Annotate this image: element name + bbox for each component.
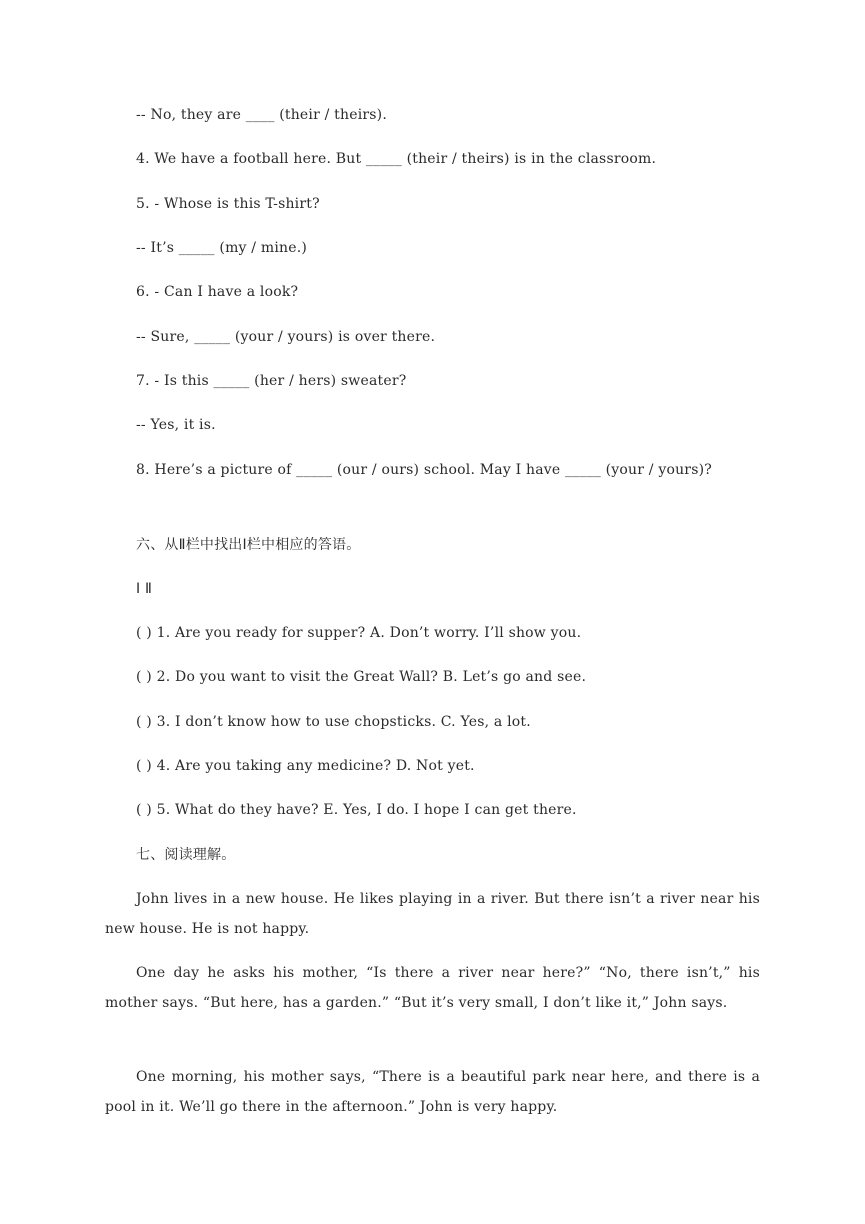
match-item: ( ) 3. I don’t know how to use chopsticks. C. Yes, a lot. <box>136 714 531 730</box>
item5-answer: -- It’s _____ (my / mine.) <box>136 240 308 256</box>
item7-answer: -- Yes, it is. <box>136 417 216 433</box>
section6-heading: 六、从Ⅱ栏中找出Ⅰ栏中相应的答语。 <box>136 537 361 553</box>
reading-paragraph: One day he asks his mother, “Is there a river near here?” “No, there isn’t,” his mother says. “But here, has a garden.” “But it’s very small, I don’t like it,” John says. <box>105 965 760 1011</box>
item8-paragraph: 8. Here’s a picture of _____ (our / ours) school. May I have _____ (your / yours)? <box>136 462 712 478</box>
reading-paragraph: One morning, his mother says, “There is a beautiful park near here, and there is a pool in it. We’ll go there in the afternoon.” John is very happy. <box>105 1069 760 1115</box>
item7-question: 7. - Is this _____ (her / hers) sweater? <box>136 373 407 389</box>
match-item: ( ) 1. Are you ready for supper? A. Don’t worry. I’ll show you. <box>136 625 582 641</box>
match-item: ( ) 4. Are you taking any medicine? D. Not yet. <box>136 758 475 774</box>
match-item: ( ) 5. What do they have? E. Yes, I do. I hope I can get there. <box>136 802 577 818</box>
section6-column-header: Ⅰ Ⅱ <box>136 581 153 597</box>
item6-question: 6. - Can I have a look? <box>136 284 299 300</box>
item6-answer: -- Sure, _____ (your / yours) is over there. <box>136 329 436 345</box>
item3-answer-line: -- No, they are ____ (their / theirs). <box>136 107 387 123</box>
section7-heading: 七、阅读理解。 <box>136 847 236 863</box>
item4-line: 4. We have a football here. But _____ (their / theirs) is in the classroom. <box>136 151 657 167</box>
reading-paragraph: John lives in a new house. He likes playing in a river. But there isn’t a river near his new house. He is not happy. <box>105 891 760 937</box>
match-item: ( ) 2. Do you want to visit the Great Wall? B. Let’s go and see. <box>136 669 587 685</box>
item5-question: 5. - Whose is this T-shirt? <box>136 196 320 212</box>
